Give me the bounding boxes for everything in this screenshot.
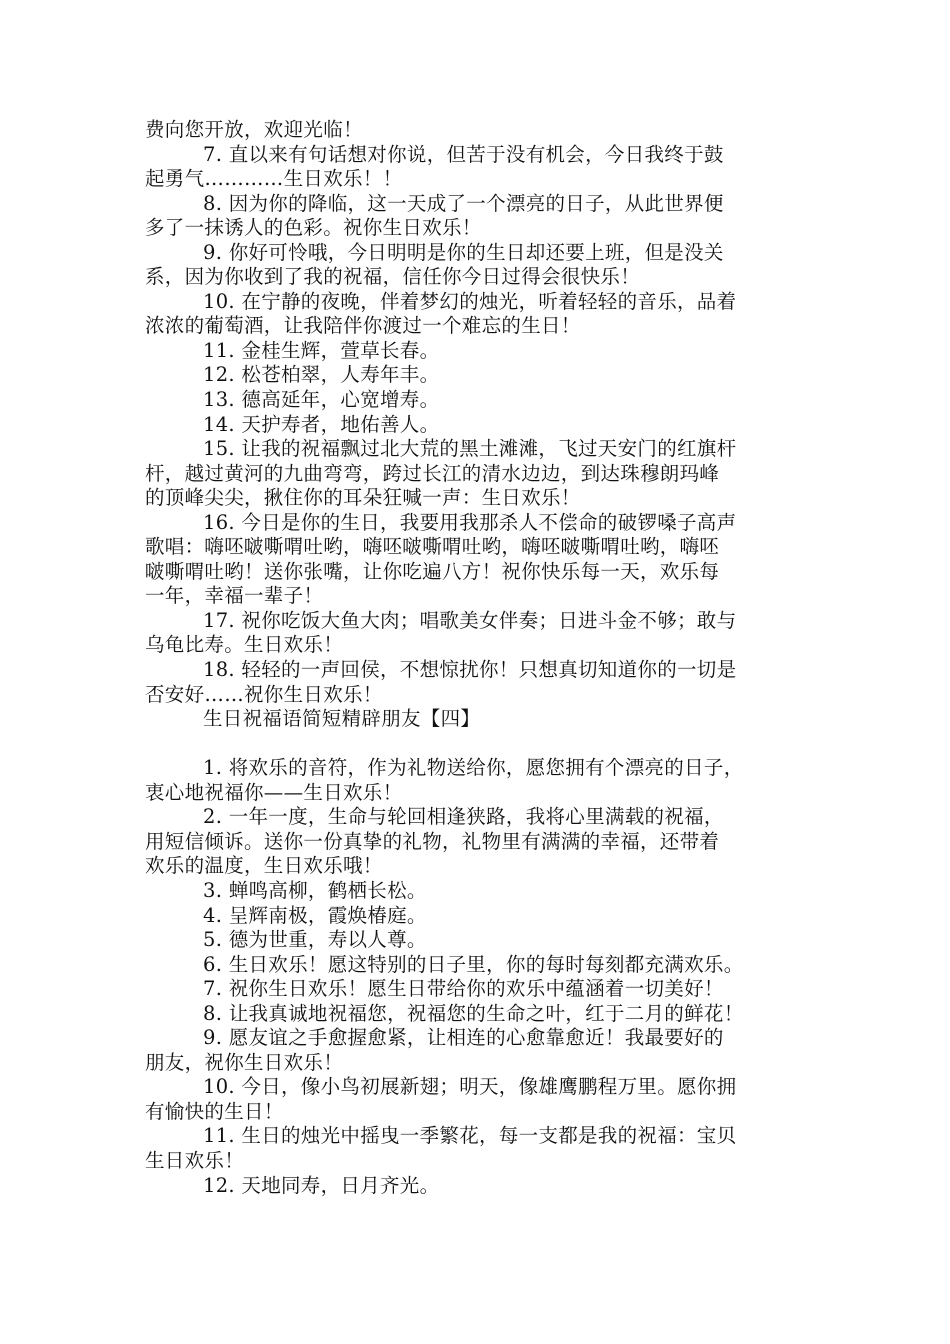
paragraph-start-line: 9. 愿友谊之手愈握愈紧，让相连的心愈靠愈近！我最要好的 <box>203 1026 724 1050</box>
paragraph-start-line: 12. 天地同寿，日月齐光。 <box>203 1173 440 1197</box>
paragraph-continuation-line: 的顶峰尖尖，揪住你的耳朵狂喊一声：生日欢乐！ <box>145 486 581 510</box>
paragraph-continuation-line: 生日欢乐！ <box>145 1148 245 1172</box>
paragraph-start-line: 11. 金桂生辉，萱草长春。 <box>203 338 440 362</box>
paragraph-start-line: 5. 德为世重，寿以人尊。 <box>203 928 427 952</box>
paragraph-start-line: 8. 因为你的降临，这一天成了一个漂亮的日子，从此世界便 <box>203 191 724 215</box>
blank-line <box>145 732 809 757</box>
paragraph-start-line: 16. 今日是你的生日，我要用我那杀人不偿命的破锣嗓子高声 <box>203 510 737 534</box>
paragraph-continuation-line: 啵嘶喟吐哟！送你张嘴，让你吃遍八方！祝你快乐每一天，欢乐每 <box>145 559 720 583</box>
paragraph-start-line: 17. 祝你吃饭大鱼大肉；唱歌美女伴奏；日进斗金不够；敢与 <box>203 608 737 632</box>
paragraph-start-line: 10. 在宁静的夜晚，伴着梦幻的烛光，听着轻轻的音乐，品着 <box>203 289 737 313</box>
paragraph-continuation-line: 用短信倾诉。送你一份真挚的礼物，礼物里有满满的幸福，还带着 <box>145 829 720 853</box>
paragraph-continuation-line: 衷心地祝福你——生日欢乐！ <box>145 780 403 804</box>
paragraph-continuation-line: 朋友，祝你生日欢乐！ <box>145 1050 344 1074</box>
paragraph-start-line: 11. 生日的烛光中摇曳一季繁花，每一支都是我的祝福：宝贝 <box>203 1124 737 1148</box>
paragraph-start-line: 6. 生日欢乐！愿这特别的日子里，你的每时每刻都充满欢乐。 <box>203 952 744 976</box>
paragraph-start-line: 13. 德高延年，心宽增寿。 <box>203 388 440 412</box>
paragraph-continuation-line: 多了一抹诱人的色彩。祝你生日欢乐！ <box>145 216 482 240</box>
paragraph-start-line: 4. 呈辉南极，霞焕椿庭。 <box>203 903 427 927</box>
paragraph-start-line: 8. 让我真诚地祝福您，祝福您的生命之叶，红于二月的鲜花！ <box>203 1001 744 1025</box>
paragraph-start-line: 生日祝福语简短精辟朋友【四】 <box>203 707 481 731</box>
document-page <box>145 118 809 1198</box>
paragraph-start-line: 12. 松苍柏翠，人寿年丰。 <box>203 363 440 387</box>
paragraph-start-line: 14. 天护寿者，地佑善人。 <box>203 412 440 436</box>
paragraph-start-line: 7. 祝你生日欢乐！愿生日带给你的欢乐中蕴涵着一切美好！ <box>203 977 724 1001</box>
paragraph-start-line: 10. 今日，像小鸟初展新翅；明天，像雄鹰鹏程万里。愿你拥 <box>203 1075 737 1099</box>
paragraph-start-line: 7. 直以来有句话想对你说，但苦于没有机会，今日我终于鼓 <box>203 142 724 166</box>
paragraph-start-line: 9. 你好可怜哦，今日明明是你的生日却还要上班，但是没关 <box>203 240 724 264</box>
paragraph-continuation-line: 歌唱：嗨呸啵嘶喟吐哟，嗨呸啵嘶喟吐哟，嗨呸啵嘶喟吐哟，嗨呸 <box>145 535 720 559</box>
paragraph-continuation-line: 否安好……祝你生日欢乐！ <box>145 682 383 706</box>
paragraph-continuation-line: 一年，幸福一辈子！ <box>145 584 324 608</box>
paragraph-continuation-line: 费向您开放，欢迎光临！ <box>145 118 363 141</box>
paragraph-continuation-line: 杆，越过黄河的九曲弯弯，跨过长江的清水边边，到达珠穆朗玛峰 <box>145 461 720 485</box>
paragraph-continuation-line: 欢乐的温度，生日欢乐哦！ <box>145 854 383 878</box>
paragraph-start-line: 18. 轻轻的一声回侯，不想惊扰你！只想真切知道你的一切是 <box>203 658 737 682</box>
paragraph-continuation-line: 乌龟比寿。生日欢乐！ <box>145 633 344 657</box>
paragraph-continuation-line: 系，因为你收到了我的祝福，信任你今日过得会很快乐！ <box>145 265 641 289</box>
paragraph-start-line: 1. 将欢乐的音符，作为礼物送给你，愿您拥有个漂亮的日子， <box>203 756 744 780</box>
paragraph-continuation-line: 浓浓的葡萄酒，让我陪伴你渡过一个难忘的生日！ <box>145 314 581 338</box>
paragraph-start-line: 2. 一年一度，生命与轮回相逢狭路，我将心里满载的祝福， <box>203 805 724 829</box>
paragraph-start-line: 15. 让我的祝福飘过北大荒的黑土滩滩，飞过天安门的红旗杆 <box>203 437 737 461</box>
paragraph-continuation-line: 起勇气…………生日欢乐！！ <box>145 167 403 191</box>
paragraph-continuation-line: 有愉快的生日！ <box>145 1099 284 1123</box>
paragraph-start-line: 3. 蝉鸣高柳，鹤栖长松。 <box>203 878 427 902</box>
